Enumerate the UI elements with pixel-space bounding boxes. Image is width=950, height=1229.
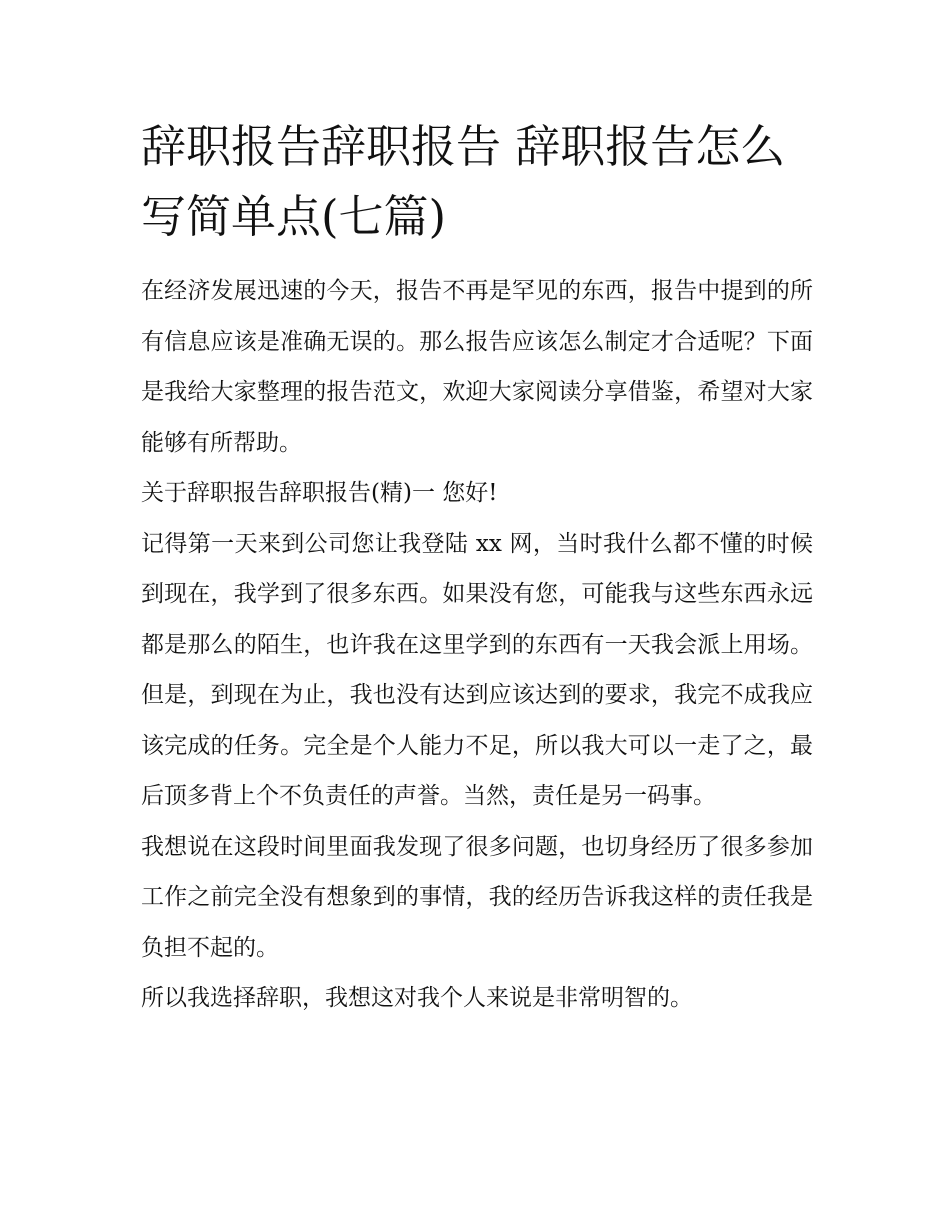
paragraph-greeting: 关于辞职报告辞职报告(精)一 您好!	[141, 480, 498, 506]
paragraph-body-3: 所以我选择辞职，我想这对我个人来说是非常明智的。	[141, 985, 693, 1011]
document-page	[141, 112, 813, 1024]
paragraph-body-1: 记得第一天来到公司您让我登陆 xx 网，当时我什么都不懂的时候到现在，我学到了很多东西。如果没有您，可能我与这些东西永远都是那么的陌生，也许我在这里学到的东西有一天我会派上用场。但是，到现在为止，我也没有达到应该达到的要求，我完不成我应该完成的任务。完全是个人能力不足，所以我大可以一走了之，最后顶多背上个不负责任的声誉。当然，责任是另一码事。	[141, 530, 813, 809]
paragraph-intro: 在经济发展迅速的今天，报告不再是罕见的东西，报告中提到的所有信息应该是准确无误的。那么报告应该怎么制定才合适呢？下面是我给大家整理的报告范文，欢迎大家阅读分享借鉴，希望对大家能够有所帮助。	[141, 278, 813, 456]
document-title: 辞职报告辞职报告 辞职报告怎么写简单点(七篇)	[141, 120, 786, 243]
paragraph-body-2: 我想说在这段时间里面我发现了很多问题，也切身经历了很多参加工作之前完全没有想象到的事情，我的经历告诉我这样的责任我是负担不起的。	[141, 833, 813, 961]
